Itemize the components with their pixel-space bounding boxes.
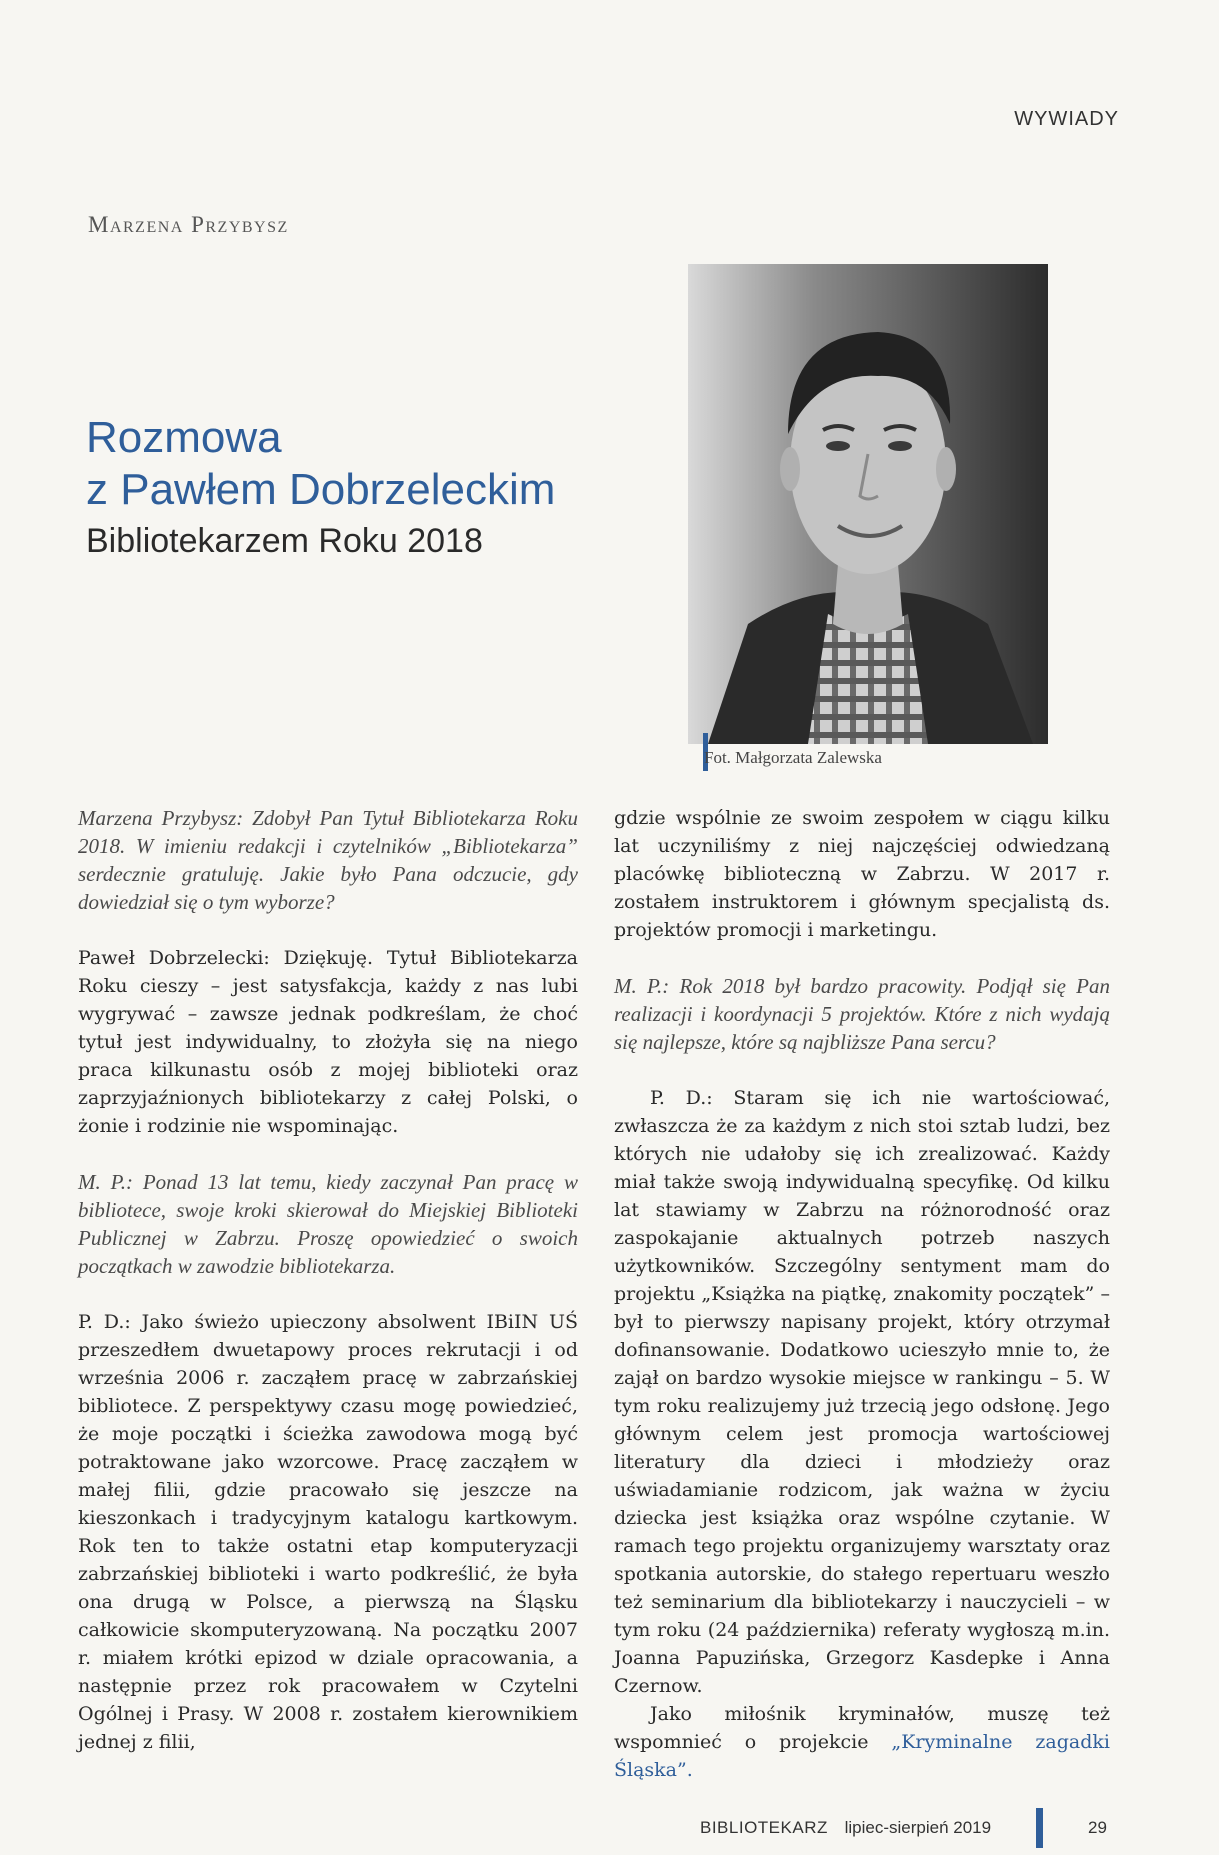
project-name-highlight: „Kryminalne zagadki Śląska”. — [614, 1731, 1110, 1781]
answer-3-last-paragraph — [614, 1700, 1110, 1784]
page-footer — [700, 1818, 991, 1838]
footer-issue: lipiec-sierpień 2019 — [844, 1818, 992, 1837]
footer-magazine: BIBLIOTEKARZ — [700, 1818, 828, 1837]
title-line-1: Rozmowa — [86, 413, 282, 462]
answer-2-continued: gdzie wspólnie ze swoim zespołem w ciągu kilku lat uczyniliśmy z niej najczęściej odwiedzaną placówkę biblioteczną w Zabrzu. W 2017 r. zostałem instruktorem i głównym specjalistą ds. projektów promocji i marketingu. — [614, 807, 1110, 941]
title-line-2: z Pawłem Dobrzeleckim — [86, 465, 556, 514]
section-label: WYWIADY — [1014, 108, 1119, 130]
page-number: 29 — [1088, 1818, 1107, 1837]
answer-3-last-text: Jako miłośnik kryminałów, muszę też wspomnieć o projekcie — [614, 1703, 1110, 1753]
portrait-photo — [688, 264, 1048, 744]
question-1: Marzena Przybysz: Zdobył Pan Tytuł Bibliotekarza Roku 2018. W imieniu redakcji i czytelników „Bibliotekarza” serdecznie gratuluję. Jakie było Pana odczucie, gdy dowiedział się o tym wyborze? — [78, 806, 578, 914]
answer-1: Paweł Dobrzelecki: Dziękuję. Tytuł Bibliotekarza Roku cieszy – jest satysfakcja, każdy z nas lubi wygrywać – zawsze jednak podkreślam, że choć tytuł jest indywidualny, to złożyła się na niego praca kilkunastu osób z mojej biblioteki oraz zaprzyjaźnionych bibliotekarzy z całej Polski, o żonie i rodzinie nie wspominając. — [78, 947, 578, 1137]
article-author: Marzena Przybysz — [88, 212, 289, 237]
question-2: M. P.: Ponad 13 lat temu, kiedy zaczynał Pan pracę w bibliotece, swoje kroki skierował do Miejskiej Biblioteki Publicznej w Zabrzu. Proszę opowiedzieć o swoich początkach w zawodzie bibliotekarza. — [78, 1170, 578, 1278]
article-headline — [86, 412, 646, 564]
column-right — [614, 804, 1110, 1784]
article-subtitle: Bibliotekarzem Roku 2018 — [86, 522, 483, 560]
column-left — [78, 804, 578, 1756]
portrait-illustration — [688, 264, 1048, 744]
photo-caption: Fot. Małgorzata Zalewska — [704, 748, 882, 767]
answer-3: P. D.: Staram się ich nie wartościować, zwłaszcza że za każdym z nich stoi sztab ludzi, bez których nie udałoby się ich zrealizować. Każdy miał także swoją indywidualną specyfikę. Od kilku lat stawiamy w Zabrzu na różnorodność oraz zaspokajanie aktualnych potrzeb naszych użytkowników. Szczególny sentyment mam do projektu „Książka na piątkę, znakomity początek” – był to pierwszy napisany projekt, który otrzymał dofinansowanie. Dodatkowo ucieszyło mnie to, że zajął on bardzo wysokie miejsce w rankingu – 5. W tym roku realizujemy już trzecią jego odsłonę. Jego głównym celem jest promocja wartościowej literatury dla dzieci i młodzieży oraz uświadamianie rodzicom, jak ważna w życiu dziecka jest książka oraz wspólne czytanie. W ramach tego projektu organizujemy warsztaty oraz spotkania autorskie, do stałego repertuaru weszło też seminarium dla bibliotekarzy i nauczycieli – w tym roku (24 października) referaty wygłoszą m.in. Joanna Papuzińska, Grzegorz Kasdepke i Anna Czernow. — [614, 1087, 1110, 1697]
question-3: M. P.: Rok 2018 był bardzo pracowity. Podjął się Pan realizacji i koordynacji 5 projektów. Które z nich wydają się najlepsze, które są najbliższe Pana sercu? — [614, 974, 1110, 1054]
answer-2: P. D.: Jako świeżo upieczony absolwent IBiIN UŚ przeszedłem dwuetapowy proces rekrutacji i od września 2006 r. zacząłem pracę w zabrzańskiej bibliotece. Z perspektywy czasu mogę powiedzieć, że moje początki i ścieżka zawodowa mogą być potraktowane jako wzorcowe. Pracę zacząłem w małej filii, gdzie pracowało się jeszcze na kieszonkach i tradycyjnym katalogu kartkowym. Rok ten to także ostatni etap komputeryzacji zabrzańskiej biblioteki i warto podkreślić, że była ona drugą w Polsce, a pierwszą na Śląsku całkowicie skomputeryzowaną. Na początku 2007 r. miałem krótki epizod w dziale opracowania, a następnie przez rok pracowałem w Czytelni Ogólnej i Prasy. W 2008 r. zostałem kierownikiem jednej z filii, — [78, 1311, 578, 1753]
footer-accent-bar — [1036, 1808, 1043, 1848]
